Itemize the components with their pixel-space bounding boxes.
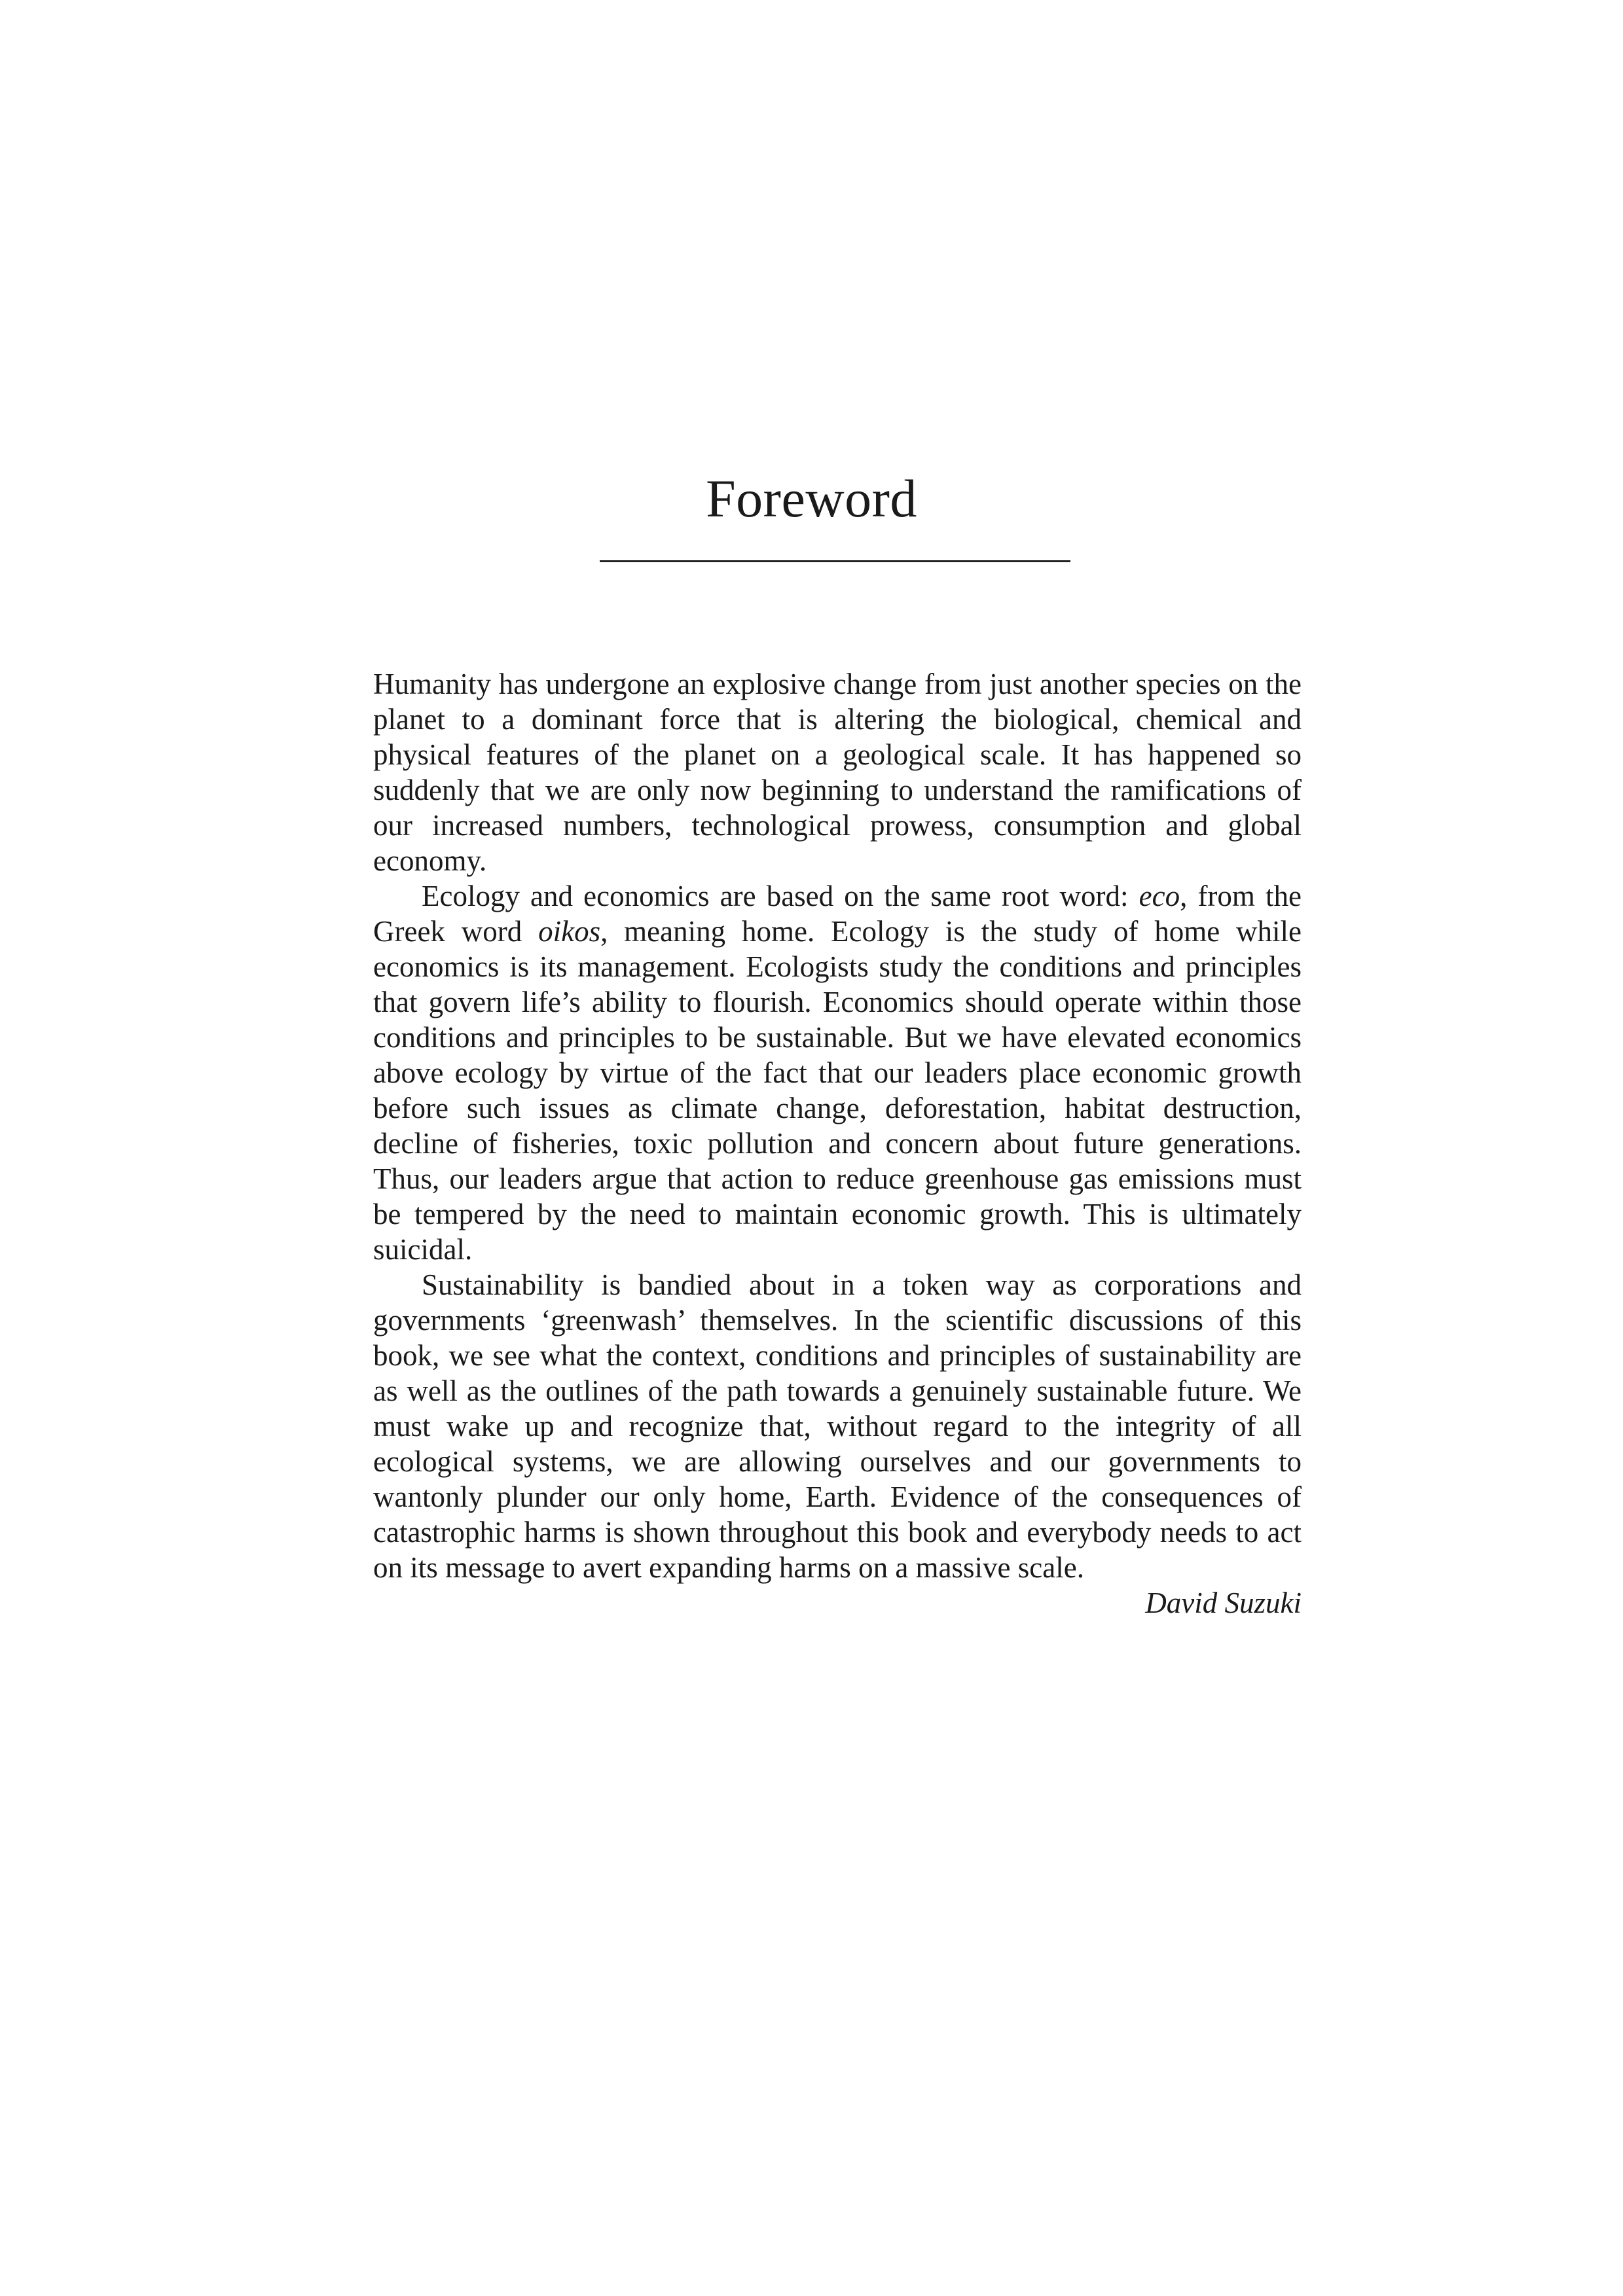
paragraph-2-italic-oikos: oikos [538, 915, 601, 948]
paragraph-3: Sustainability is bandied about in a token way as corporations and governments ‘greenwash’ themselves. In the scientific discussions of this book, we see what the context, conditions and principles of sustainability are as well as the outlines of the path towards a genuinely sustainable future. We must wake up and recognize that, without regard to the integrity of all ecological systems, we are allowing ourselves and our governments to wantonly plunder our only home, Earth. Evidence of the consequences of catastrophic harms is shown throughout this book and everybody needs to act on its message to avert expanding harms on a massive scale. [373, 1268, 1302, 1584]
paragraph-2-text-a: Ecology and economics are based on the same root word: [422, 880, 1139, 912]
paragraph-1: Humanity has undergone an explosive change from just another species on the planet to a dominant force that is altering the biological, chemical and physical features of the planet on a geological scale. It has happened so suddenly that we are only now beginning to understand the ramifications of our increased numbers, technological prowess, consumption and global economy. [373, 668, 1302, 877]
paragraph-2-text-c: , from the Greek word [373, 880, 1302, 948]
paragraph-2-text-e: , meaning home. Ecology is the study of home while economics is its management. Ecologists study the conditions and principles that govern life’s ability to flourish. Economics should operate within those conditions and principles to be sustainable. But we have elevated economics above ecology by virtue of the fact that our leaders place economic growth before such issues as climate change, deforestation, habitat destruction, decline of fisheries, toxic pollution and concern about future generations. Thus, our leaders argue that action to reduce greenhouse gas emissions must be tempered by the need to maintain economic growth. This is ultimately suicidal. [373, 915, 1302, 1266]
foreword-body [373, 666, 1302, 1621]
title-underline [600, 560, 1070, 562]
page-title: Foreword [706, 469, 917, 528]
paragraph-2-italic-eco: eco [1139, 880, 1180, 912]
author-signature: David Suzuki [1145, 1587, 1302, 1619]
paragraph-2 [373, 878, 1302, 1267]
